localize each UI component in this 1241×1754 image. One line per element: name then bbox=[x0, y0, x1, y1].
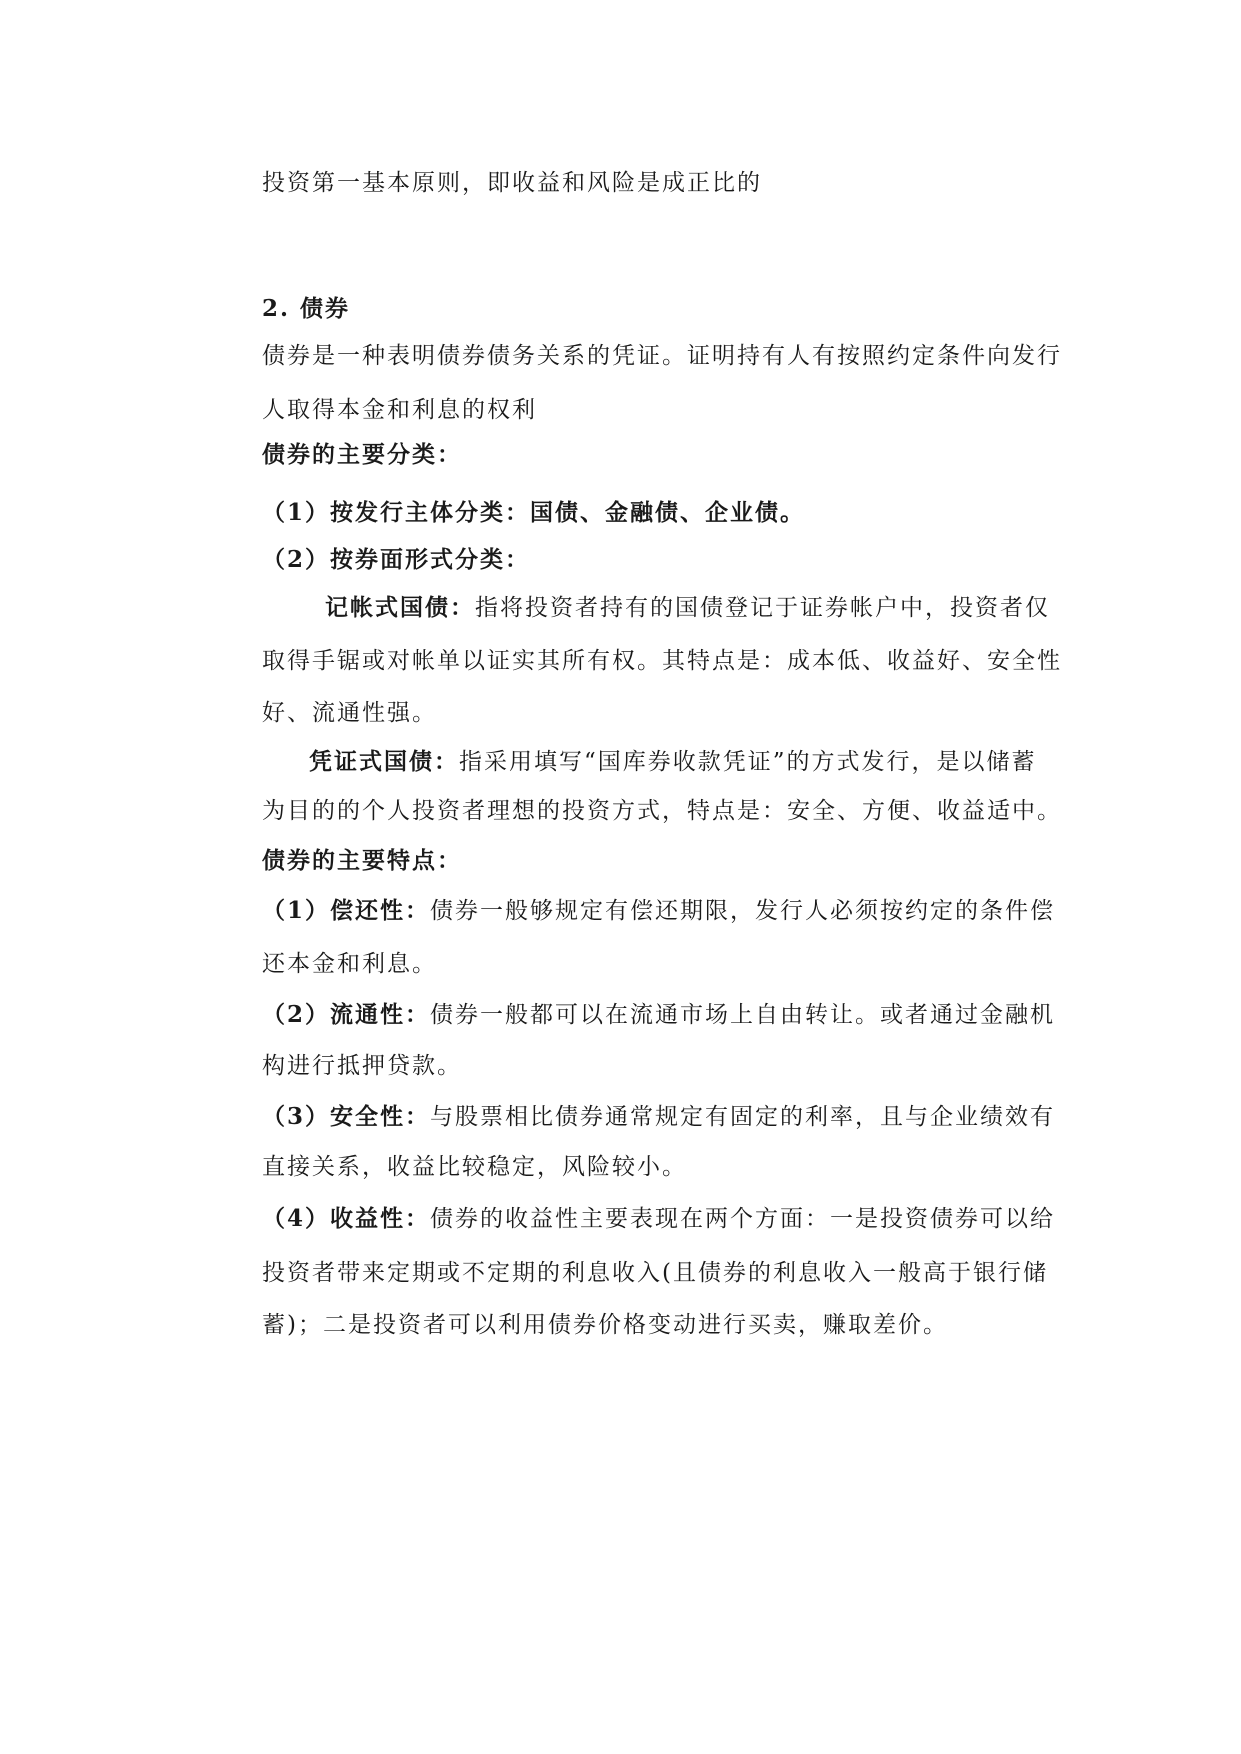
feature-1-line-2: 还本金和利息。 bbox=[262, 951, 437, 977]
book-entry-term: 记帐式国债： bbox=[325, 594, 475, 621]
certificate-line-1 bbox=[309, 747, 1037, 777]
feature-3-line-2: 直接关系，收益比较稳定，风险较小。 bbox=[262, 1154, 687, 1180]
intro-line: 投资第一基本原则，即收益和风险是成正比的 bbox=[262, 170, 762, 196]
feature-3-text: 与股票相比债券通常规定有固定的利率，且与企业绩效有 bbox=[430, 1104, 1056, 1130]
feature-3-term: （3）安全性： bbox=[262, 1103, 431, 1130]
feature-1-text: 债券一般够规定有偿还期限，发行人必须按约定的条件偿 bbox=[430, 898, 1056, 924]
feature-2-text: 债券一般都可以在流通市场上自由转让。或者通过金融机 bbox=[430, 1002, 1056, 1028]
definition-line-1: 债券是一种表明债券债务关系的凭证。证明持有人有按照约定条件向发行 bbox=[262, 343, 1062, 369]
certificate-line-2: 为目的的个人投资者理想的投资方式，特点是：安全、方便、收益适中。 bbox=[262, 798, 1062, 824]
certificate-term: 凭证式国债： bbox=[309, 748, 459, 775]
classification-item-2: （2）按券面形式分类： bbox=[262, 546, 531, 573]
certificate-text: 指采用填写“国库券收款凭证”的方式发行，是以储蓄 bbox=[459, 749, 1037, 775]
book-entry-line-1 bbox=[325, 593, 1050, 623]
feature-1-term: （1）偿还性： bbox=[262, 897, 431, 924]
feature-4-line-2: 投资者带来定期或不定期的利息收入(且债券的利息收入一般高于银行储 bbox=[262, 1260, 1048, 1286]
feature-2-line-2: 构进行抵押贷款。 bbox=[262, 1053, 462, 1079]
feature-3-line-1 bbox=[262, 1102, 1055, 1132]
definition-line-2: 人取得本金和利息的权利 bbox=[262, 397, 537, 423]
feature-4-line-3: 蓄)；二是投资者可以利用债券价格变动进行买卖，赚取差价。 bbox=[262, 1312, 948, 1338]
feature-2-term: （2）流通性： bbox=[262, 1001, 431, 1028]
classification-item-1: （1）按发行主体分类：国债、金融债、企业债。 bbox=[262, 499, 806, 526]
section-heading: 2. 债券 bbox=[262, 295, 351, 322]
feature-4-term: （4）收益性： bbox=[262, 1205, 431, 1232]
feature-1-line-1 bbox=[262, 896, 1055, 926]
features-heading: 债券的主要特点： bbox=[262, 847, 462, 874]
book-entry-line-3: 好、流通性强。 bbox=[262, 700, 437, 726]
book-entry-line-2: 取得手锯或对帐单以证实其所有权。其特点是：成本低、收益好、安全性 bbox=[262, 648, 1062, 674]
feature-4-line-1 bbox=[262, 1204, 1055, 1234]
book-entry-text: 指将投资者持有的国债登记于证券帐户中，投资者仅 bbox=[475, 595, 1050, 621]
classification-heading: 债券的主要分类： bbox=[262, 441, 462, 468]
feature-2-line-1 bbox=[262, 1000, 1055, 1030]
feature-4-text: 债券的收益性主要表现在两个方面：一是投资债券可以给 bbox=[430, 1206, 1056, 1232]
